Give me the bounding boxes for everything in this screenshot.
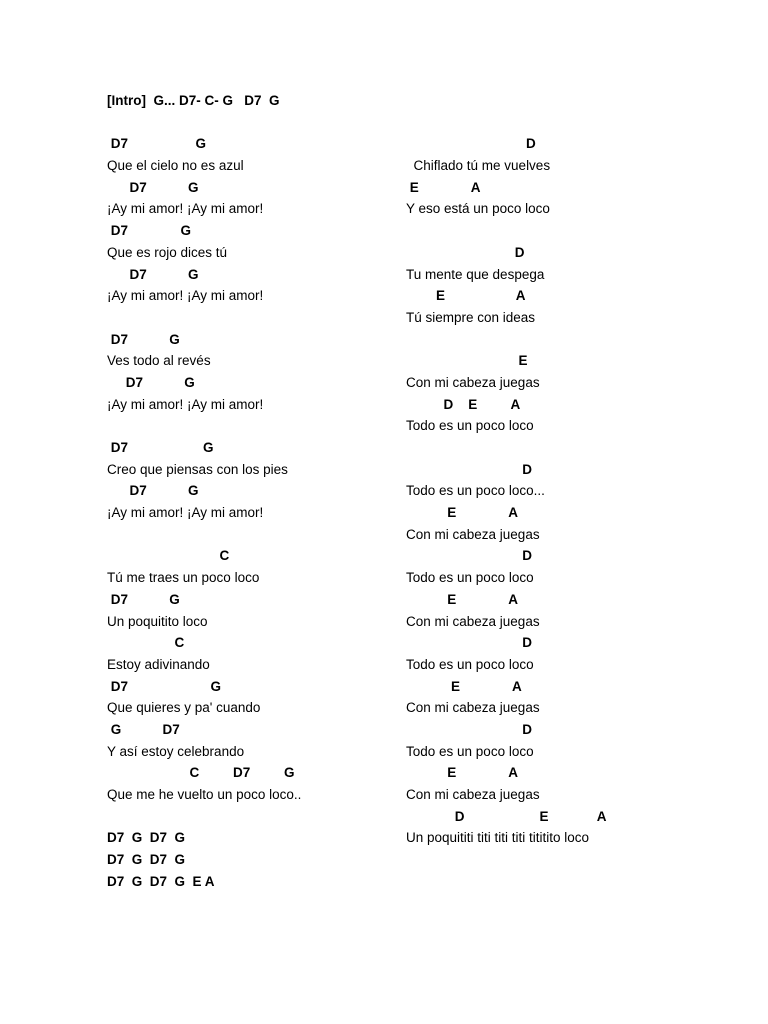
lyric-line: Todo es un poco loco...: [406, 483, 545, 499]
chord-line: E A: [406, 505, 519, 521]
lyric-line: Con mi cabeza juegas: [406, 700, 540, 716]
spacer-line: [406, 90, 736, 112]
blank-line: [406, 220, 736, 242]
chord-line: D7 G: [107, 678, 222, 694]
lyric-line: Con mi cabeza juegas: [406, 526, 540, 542]
lyric-line: Que me he vuelto un poco loco..: [107, 787, 302, 802]
blank-line: [107, 307, 397, 329]
lyric-line: Todo es un poco loco: [406, 418, 534, 434]
lyric-line: Que quieres y pa' cuando: [107, 700, 261, 716]
lyric-line: Un poquititi titi titi titi tititito loco: [406, 830, 590, 846]
chord-line: E A: [406, 288, 526, 304]
chord-line: C: [107, 635, 185, 651]
chord-line: D E A: [406, 808, 607, 824]
lyric-line: Todo es un poco loco: [406, 743, 534, 759]
blank-line: [107, 524, 397, 546]
blank-line: [107, 415, 397, 437]
lyric-line: Un poquitito loco: [107, 613, 208, 629]
lyric-line: Que es rojo dices tú: [107, 244, 228, 260]
chord-line: C D7 G: [107, 765, 295, 781]
lyric-line: ¡Ay mi amor! ¡Ay mi amor!: [107, 396, 264, 412]
lyric-line: Estoy adivinando: [107, 656, 210, 672]
lyric-line: Ves todo al revés: [107, 353, 211, 369]
lyric-line: ¡Ay mi amor! ¡Ay mi amor!: [107, 288, 264, 304]
right-lyrics: [406, 112, 736, 849]
chord-line: D: [406, 461, 533, 477]
chord-line: D7 G: [107, 374, 195, 390]
chord-line: D7 G: [107, 136, 207, 152]
left-lyrics: [107, 112, 397, 893]
chord-line: D7 G: [107, 331, 180, 347]
chord-line: E A: [406, 678, 522, 694]
blank-line: [406, 329, 736, 351]
lyric-line: Con mi cabeza juegas: [406, 613, 540, 629]
chord-line: D E A: [406, 396, 521, 412]
chord-line: D: [406, 244, 525, 260]
lyric-line: Que el cielo no es azul: [107, 158, 244, 174]
lyric-line: Creo que piensas con los pies: [107, 461, 288, 477]
chord-line: D7 G: [107, 179, 199, 195]
lyric-line: ¡Ay mi amor! ¡Ay mi amor!: [107, 201, 264, 217]
chord-line: D: [406, 635, 533, 651]
lyric-line: Todo es un poco loco: [406, 570, 534, 586]
chord-line: D7 G D7 G: [107, 830, 186, 846]
chord-line: E A: [406, 765, 519, 781]
lyric-line: Tú siempre con ideas: [406, 309, 536, 325]
lyric-line: Con mi cabeza juegas: [406, 787, 540, 802]
chord-line: D7 G: [107, 440, 214, 455]
chord-line: D7 G: [107, 223, 192, 239]
chord-line: D7 G: [107, 591, 180, 607]
chord-line: D7 G: [107, 266, 199, 282]
lyric-line: Todo es un poco loco: [406, 656, 534, 672]
lyric-line: Tú me traes un poco loco: [107, 570, 260, 586]
lyric-line: Chiflado tú me vuelves: [406, 158, 551, 174]
blank-line: [406, 112, 736, 134]
chord-line: E: [406, 353, 528, 369]
chord-line: D7 G D7 G: [107, 852, 186, 868]
lyric-line: Y así estoy celebrando: [107, 743, 245, 759]
lyric-line: Y eso está un poco loco: [406, 201, 550, 217]
chord-line: D7 G: [107, 483, 199, 499]
blank-line: [107, 806, 397, 828]
chord-line: D: [406, 136, 536, 152]
right-column: [406, 90, 736, 849]
chord-line: G D7: [107, 721, 180, 737]
chord-line: D7 G D7 G E A: [107, 873, 215, 889]
blank-line: [406, 437, 736, 459]
intro-line: [Intro] G... D7- C- G D7 G: [107, 93, 280, 108]
chord-line: D: [406, 721, 533, 737]
left-column: [107, 90, 397, 892]
lyric-line: Tu mente que despega: [406, 266, 545, 282]
lyric-line: ¡Ay mi amor! ¡Ay mi amor!: [107, 505, 264, 521]
blank-line: [107, 112, 397, 134]
chord-line: E A: [406, 591, 519, 607]
chord-line: E A: [406, 179, 481, 195]
lyric-line: Con mi cabeza juegas: [406, 374, 540, 390]
chord-line: C: [107, 548, 230, 564]
chord-line: D: [406, 548, 533, 564]
